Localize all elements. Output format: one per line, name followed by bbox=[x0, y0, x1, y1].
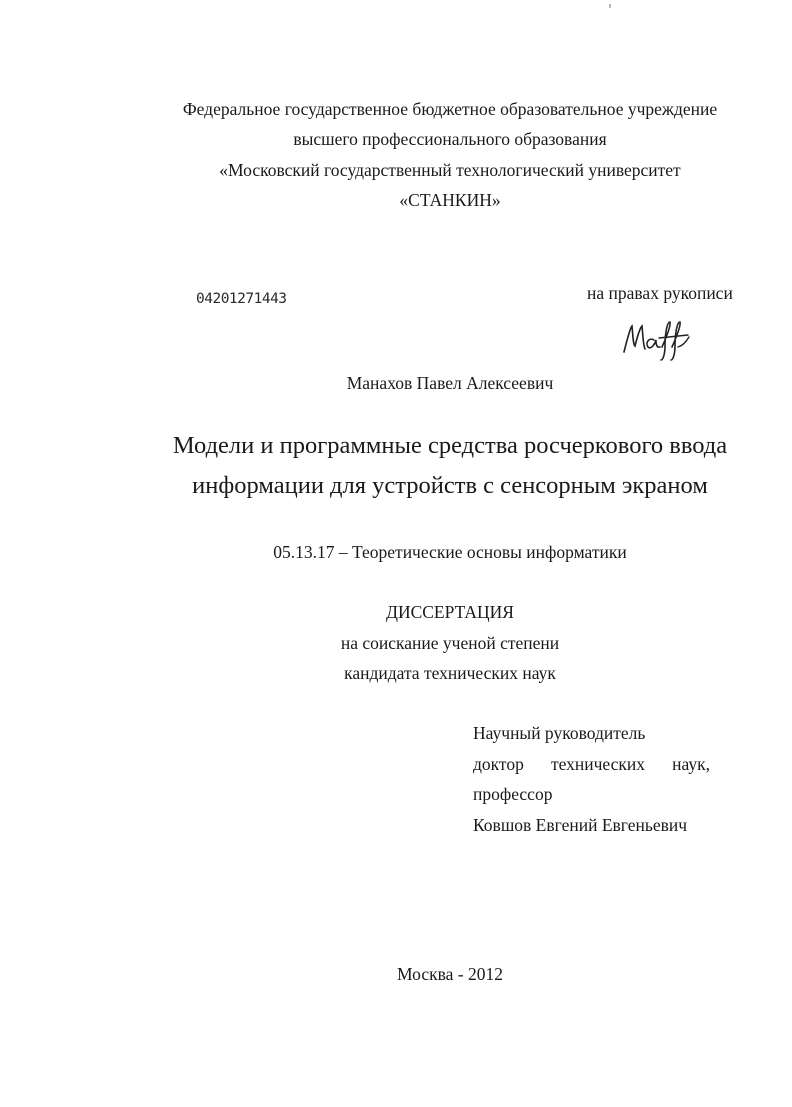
city-year: Москва - 2012 bbox=[397, 964, 503, 984]
degree-heading: ДИССЕРТАЦИЯ bbox=[386, 602, 514, 622]
supervisor-name: Ковшов Евгений Евгеньевич bbox=[473, 815, 688, 835]
supervisor-degree-word-1: доктор bbox=[473, 754, 524, 774]
institution-line-4: «СТАНКИН» bbox=[399, 190, 501, 210]
title-line-1: Модели и программные средства росчеркового ввода bbox=[172, 432, 728, 459]
degree-line-2: на соискание ученой степени bbox=[340, 633, 560, 653]
supervisor-role: Научный руководитель bbox=[473, 723, 646, 743]
supervisor-degree bbox=[473, 754, 710, 775]
author-name: Манахов Павел Алексеевич bbox=[346, 373, 554, 393]
supervisor-rank: профессор bbox=[473, 784, 553, 804]
supervisor-degree-word-3: наук, bbox=[672, 754, 710, 774]
institution-line-1: Федеральное государственное бюджетное образовательное учреждение bbox=[182, 99, 718, 119]
rights-note: на правах рукописи bbox=[587, 283, 733, 303]
supervisor-degree-word-2: технических bbox=[550, 754, 646, 774]
handwritten-signature bbox=[618, 316, 698, 362]
institution-line-2: высшего профессионального образования bbox=[293, 129, 607, 149]
scan-speck bbox=[609, 4, 611, 8]
institution-line-3: «Московский государственный технологический университет bbox=[219, 160, 681, 180]
title-line-2: информации для устройств с сенсорным экраном bbox=[192, 472, 708, 499]
registration-code: 04201271443 bbox=[196, 291, 287, 307]
degree-line-3: кандидата технических наук bbox=[344, 663, 556, 683]
specialty-code: 05.13.17 – Теоретические основы информатики bbox=[273, 542, 627, 562]
